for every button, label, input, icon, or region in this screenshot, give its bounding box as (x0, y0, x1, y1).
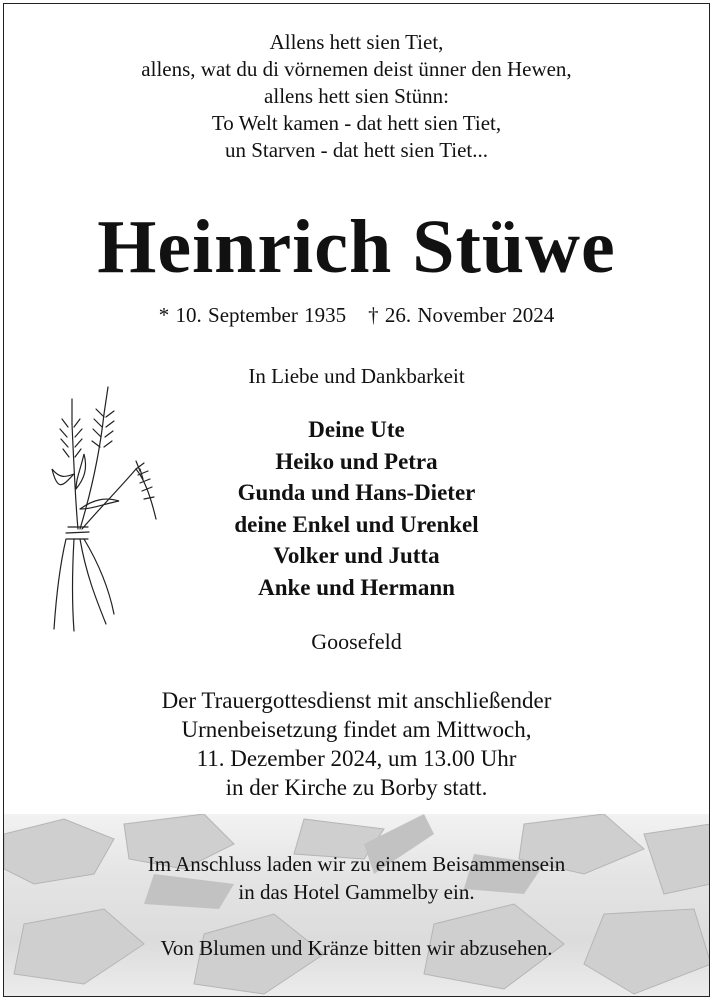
death-date: † 26. November 2024 (368, 303, 555, 327)
dedication-line: In Liebe und Dankbarkeit (248, 364, 465, 388)
mourner: Anke und Hermann (258, 574, 455, 600)
service-details (4, 686, 709, 802)
poem-line: Allens hett sien Tiet, (269, 30, 444, 54)
obituary-notice (3, 3, 710, 997)
mourners-list (4, 414, 709, 603)
reception-line: Im Anschluss laden wir zu einem Beisammensein (147, 852, 566, 876)
poem-line: un Starven - dat hett sien Tiet... (224, 138, 489, 162)
mourner: deine Enkel und Urenkel (234, 511, 479, 537)
poem-line: allens hett sien Stünn: (264, 84, 449, 108)
service-line: Der Trauergottesdienst mit anschließender (161, 688, 552, 713)
service-line: 11. Dezember 2024, um 13.00 Uhr (196, 746, 517, 771)
flowers-note: Von Blumen und Kränze bitten wir abzusehen. (160, 936, 553, 960)
deceased-name: Heinrich Stüwe (97, 205, 616, 289)
reception-invitation (4, 850, 709, 906)
life-dates (4, 301, 709, 329)
service-line: Urnenbeisetzung findet am Mittwoch, (181, 717, 532, 742)
service-line: in der Kirche zu Borby statt. (225, 775, 488, 800)
mourner: Deine Ute (308, 417, 405, 442)
birth-date: * 10. September 1935 (158, 303, 347, 327)
place-name: Goosefeld (311, 629, 402, 654)
reception-line: in das Hotel Gammelby ein. (238, 880, 475, 904)
mourner: Volker und Jutta (273, 543, 440, 568)
poem (4, 29, 709, 164)
mourner: Gunda und Hans-Dieter (237, 480, 476, 505)
poem-line: allens, wat du di vörnemen deist ünner den Hewen, (141, 57, 572, 81)
poem-line: To Welt kamen - dat hett sien Tiet, (211, 111, 502, 135)
mourner: Heiko und Petra (275, 448, 438, 474)
